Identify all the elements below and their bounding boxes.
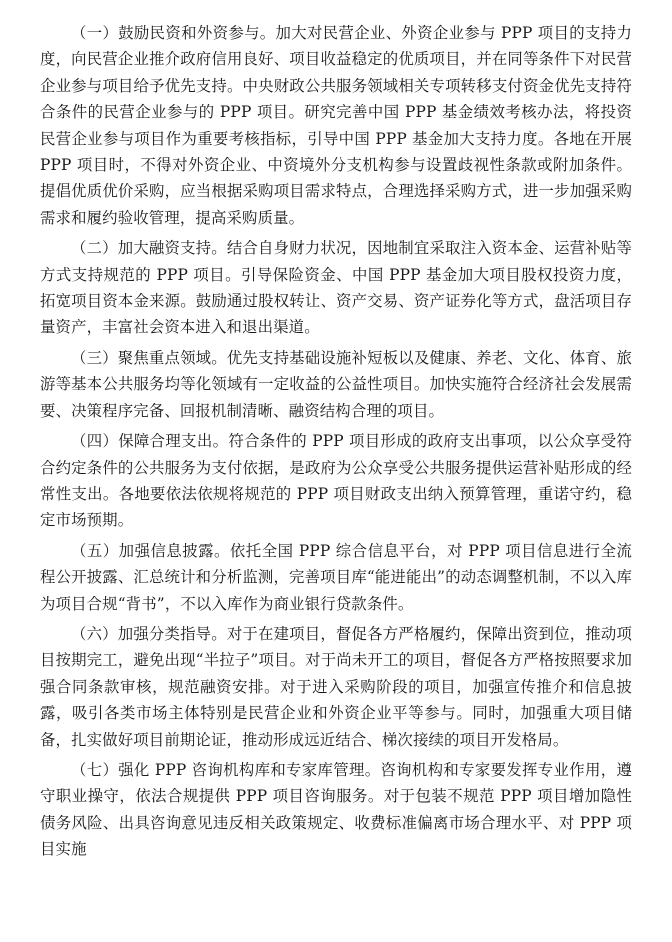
paragraph-3: （三）聚焦重点领域。优先支持基础设施补短板以及健康、养老、文化、体育、旅游等基本公共服务均等化领域有一定收益的公益性项目。加快实施符合经济社会发展需要、决策程序完备、回报机制清晰、融资结构合理的项目。: [40, 348, 632, 420]
paragraph-5: （五）加强信息披露。依托全国 PPP 综合信息平台，对 PPP 项目信息进行全流程公开披露、汇总统计和分析监测，完善项目库“能进能出”的动态调整机制，不以入库为项目合规“背书”，不以入库作为商业银行贷款条件。: [40, 541, 632, 613]
paragraph-7: （七）强化 PPP 咨询机构库和专家库管理。咨询机构和专家要发挥专业作用，遵守职业操守，依法合规提供 PPP 项目咨询服务。对于包装不规范 PPP 项目增加隐性债务风险、出具咨询意见违反相关政策规定、收费标准偏离市场合理水平、对 PPP 项目实施: [40, 760, 632, 859]
paragraph-6: （六）加强分类指导。对于在建项目，督促各方严格履约，保障出资到位，推动项目按期完工，避免出现“半拉子”项目。对于尚未开工的项目，督促各方严格按照要求加强合同条款审核，规范融资安排。对于进入采购阶段的项目，加强宣传推介和信息披露，吸引各类市场主体特别是民营企业和外资企业平等参与。同时，加强重大项目储备，扎实做好项目前期论证，推动形成远近结合、梯次接续的项目开发格局。: [40, 624, 632, 749]
paragraph-1: （一）鼓励民资和外资参与。加大对民营企业、外资企业参与 PPP 项目的支持力度，向民营企业推介政府信用良好、项目收益稳定的优质项目，并在同等条件下对民营企业参与项目给予优先支持。中央财政公共服务领域相关专项转移支付资金优先支持符合条件的民营企业参与的 PPP 项目。研究完善中国 PPP 基金绩效考核办法，将投资民营企业参与项目作为重要考核指标，引导中国 PPP 基金加大支持力度。各地在开展 PPP 项目时，不得对外资企业、中资境外分支机构参与设置歧视性条款或附加条件。提倡优质优价采购，应当根据采购项目需求特点，合理选择采购方式，进一步加强采购需求和履约验收管理，提高采购质量。: [40, 24, 632, 227]
paragraph-2: （二）加大融资支持。结合自身财力状况，因地制宜采取注入资本金、运营补贴等方式支持规范的 PPP 项目。引导保险资金、中国 PPP 基金加大项目股权投资力度，拓宽项目资本金来源。鼓励通过股权转让、资产交易、资产证券化等方式，盘活项目存量资产，丰富社会资本进入和退出渠道。: [40, 239, 632, 337]
paragraph-4: （四）保障合理支出。符合条件的 PPP 项目形成的政府支出事项，以公众享受符合约定条件的公共服务为支付依据，是政府为公众享受公共服务提供运营补贴形成的经常性支出。各地要依法依规将规范的 PPP 项目财政支出纳入预算管理，重诺守约，稳定市场预期。: [40, 432, 632, 530]
